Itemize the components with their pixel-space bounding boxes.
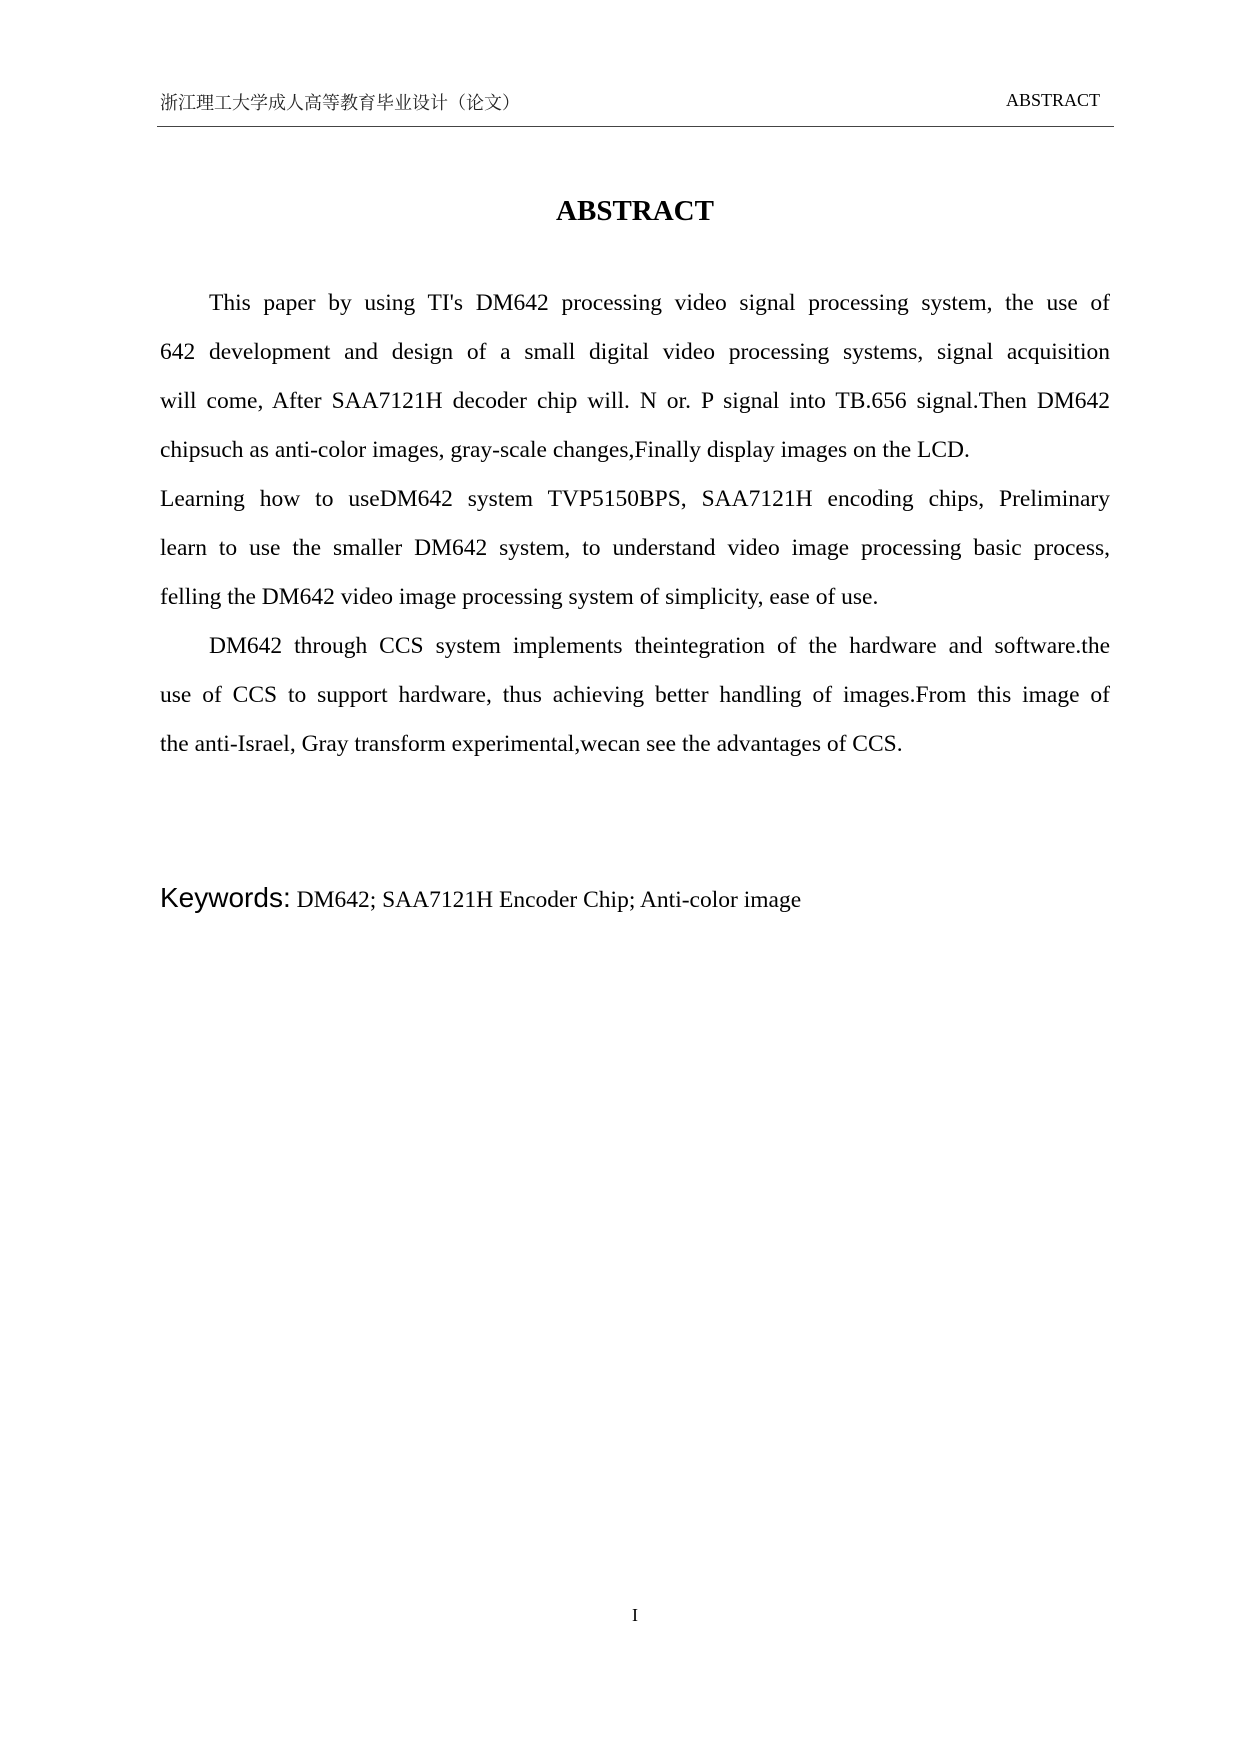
page-number: I (632, 1605, 638, 1625)
text-line: will come, After SAA7121H decoder chip will. N or. P signal into TB.656 signal.Then DM642 (160, 388, 1110, 414)
text-line: This paper by using TI's DM642 processing video signal processing system, the use of (209, 290, 1110, 316)
abstract-body (160, 288, 1110, 778)
header-section-name: ABSTRACT (1005, 90, 1100, 110)
page-title: ABSTRACT (556, 195, 714, 227)
paragraph-2 (160, 631, 1110, 778)
keywords-value: DM642; SAA7121H Encoder Chip; Anti-color image (290, 887, 802, 913)
header-rule (157, 126, 1114, 127)
text-line: use of CCS to support hardware, thus achieving better handling of images.From this image of (160, 682, 1110, 708)
paragraph-1 (160, 288, 1110, 631)
text-line: learn to use the smaller DM642 system, to understand video image processing basic process, (160, 535, 1110, 561)
header-thesis-title: 浙江理工大学成人高等教育毕业设计（论文） (160, 93, 520, 114)
text-line: chipsuch as anti-color images, gray-scale changes,Finally display images on the LCD. (160, 437, 970, 463)
text-line: the anti-Israel, Gray transform experimental,wecan see the advantages of CCS. (160, 731, 903, 757)
keywords-label: Keywords: (160, 882, 291, 913)
text-line: 642 development and design of a small digital video processing systems, signal acquisition (160, 339, 1110, 365)
text-line: Learning how to useDM642 system TVP5150BPS, SAA7121H encoding chips, Preliminary (160, 486, 1110, 512)
keywords (160, 882, 801, 914)
text-line: felling the DM642 video image processing system of simplicity, ease of use. (160, 584, 879, 610)
text-line: DM642 through CCS system implements theintegration of the hardware and software.the (209, 633, 1110, 659)
